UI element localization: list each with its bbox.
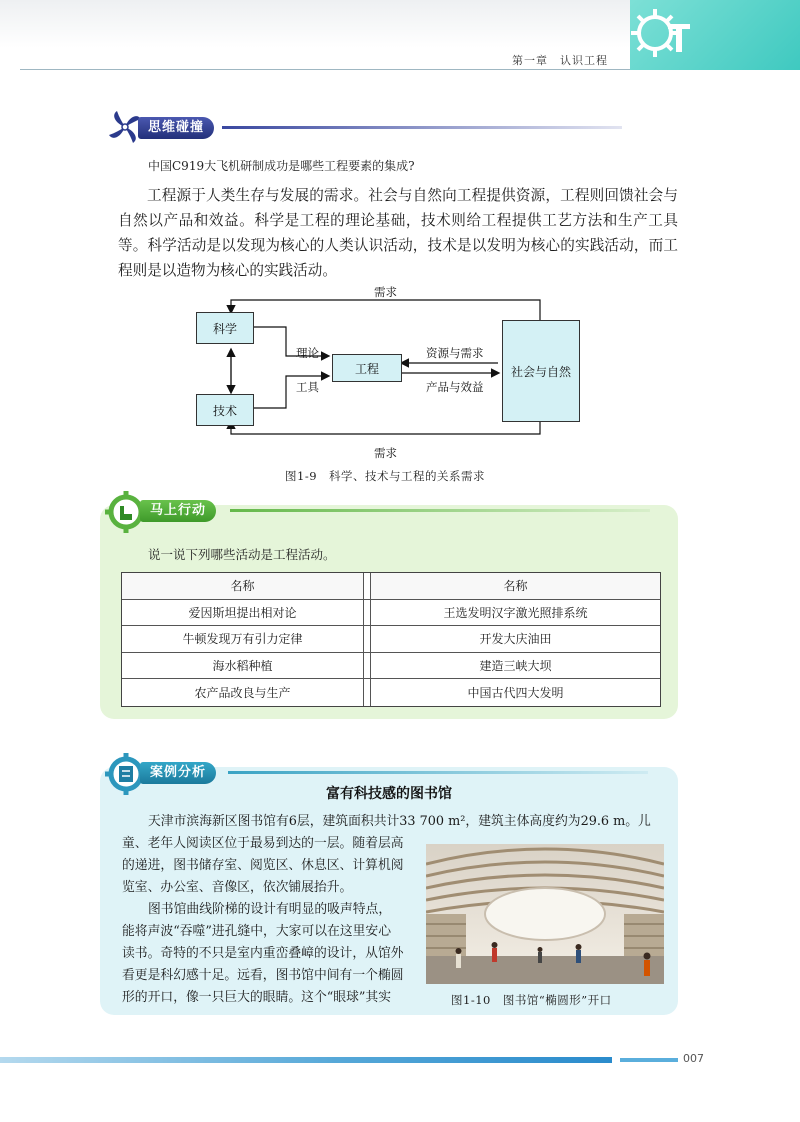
library-photo: [426, 844, 664, 984]
label-resources-demand: 资源与需求: [426, 346, 484, 360]
label-demand-top: 需求: [374, 285, 397, 299]
case-paragraph-line: 的递进，图书储存室、阅览区、休息区、计算机阅: [122, 858, 404, 873]
case-title: 富有科技感的图书馆: [326, 786, 452, 802]
table-row: [122, 653, 660, 680]
relationship-diagram: [186, 282, 606, 462]
section-rule-action: [230, 509, 650, 512]
table-divider: [363, 573, 371, 600]
intro-paragraph: 工程源于人类生存与发展的需求。社会与自然向工程提供资源，工程则回馈社会与自然以产品和效益。科学是工程的理论基础，技术则给工程提供工艺方法和生产工具等。科学活动是以发现为核心的人类认识活动，技术是以发明为核心的实践活动，而工程则是以造物为核心的实践活动。: [118, 187, 678, 279]
activities-table: [121, 572, 661, 707]
case-paragraph-line: 形的开口，像一只巨大的眼睛。这个“眼球”其实: [122, 990, 392, 1005]
table-row: [122, 679, 660, 706]
table-cell: 开发大庆油田: [371, 626, 660, 653]
header-rule: [20, 69, 630, 70]
section-tag-thinking: 思维碰撞: [138, 117, 214, 139]
figure-caption-1-9: 图1-9 科学、技术与工程的关系需求: [285, 469, 486, 483]
table-header-row: [122, 573, 660, 600]
table-cell: 农产品改良与生产: [194, 685, 291, 700]
section-tag-case: 案例分析: [140, 762, 216, 784]
header-corner-block: [630, 0, 800, 70]
gear-icon: [630, 0, 800, 70]
table-cell: 爱因斯坦提出相对论: [122, 600, 363, 627]
table-divider: [363, 679, 371, 706]
thinking-question: 中国C919大飞机研制成功是哪些工程要素的集成?: [148, 159, 415, 173]
node-engineering: 工程: [332, 354, 402, 382]
table-row: [122, 626, 660, 653]
figure-caption-1-10: 图1-10 图书馆“椭圆形”开口: [451, 993, 612, 1007]
node-science: 科学: [196, 312, 254, 344]
label-tools: 工具: [296, 380, 319, 394]
page-number: 007: [683, 1052, 704, 1065]
label-theory: 理论: [296, 346, 319, 360]
case-paragraph-line: 看更是科幻感十足。远看，图书馆中间有一个椭圆: [122, 968, 404, 983]
case-paragraph-line: 童、老年人阅读区位于最易到达的一层。随着层高: [122, 836, 404, 851]
chapter-title: 第一章 认识工程: [512, 54, 608, 67]
table-cell: 牛顿发现万有引力定律: [122, 626, 363, 653]
table-divider: [363, 600, 371, 627]
case-paragraph-line: 能将声波“吞噬”进孔缝中，大家可以在这里安心: [122, 924, 392, 939]
table-divider: [363, 626, 371, 653]
table-header: 名称: [371, 573, 660, 600]
table-cell: 海水稻种植: [122, 653, 363, 680]
case-paragraph-line: 览室、办公室、音像区，依次铺展抬升。: [122, 880, 353, 895]
case-paragraph-line: 读书。奇特的不只是室内重峦叠嶂的设计，从馆外: [122, 946, 404, 961]
footer-bar: [0, 1057, 612, 1063]
case-paragraph-line: 天津市滨海新区图书馆有6层，建筑面积共计33 700 m²，建筑主体高度约为29.6 m。儿: [148, 814, 651, 829]
table-row: [122, 600, 660, 627]
table-cell: 王选发明汉字激光照排系统: [371, 600, 660, 627]
label-demand-bottom: 需求: [374, 446, 397, 460]
table-header: 名称: [122, 573, 363, 600]
section-tag-action: 马上行动: [140, 500, 216, 522]
table-divider: [363, 653, 371, 680]
action-prompt: 说一说下列哪些活动是工程活动。: [148, 547, 336, 562]
case-paragraph-line: 图书馆曲线阶梯的设计有明显的吸声特点，: [148, 902, 392, 917]
section-rule-thinking: [222, 126, 622, 129]
footer-bar-stub: [620, 1058, 678, 1062]
label-products-benefits: 产品与效益: [426, 380, 484, 394]
table-cell: 建造三峡大坝: [371, 653, 660, 680]
table-cell: 中国古代四大发明: [467, 685, 564, 700]
node-society-nature: 社会与自然: [502, 320, 580, 422]
section-rule-case: [228, 771, 648, 774]
node-technology: 技术: [196, 394, 254, 426]
